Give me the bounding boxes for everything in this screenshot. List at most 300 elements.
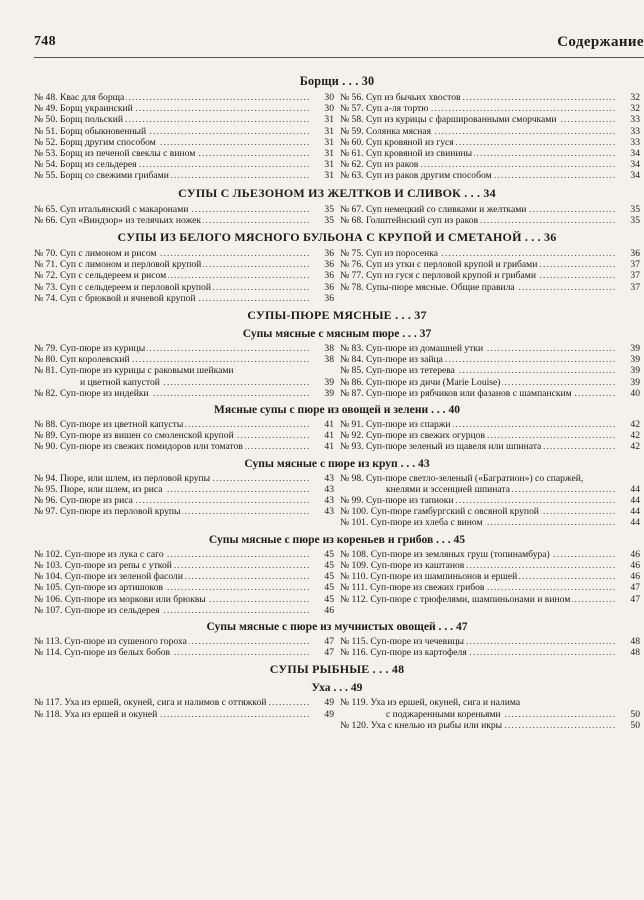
- toc-entry: [34, 506, 334, 517]
- toc-entry-page: 30: [324, 103, 334, 115]
- toc-columns: [34, 549, 640, 616]
- toc-entry-text: [34, 137, 310, 148]
- toc-entry-page: 39: [630, 376, 640, 388]
- toc-entry-title: № 82. Суп-пюре из индейки: [34, 387, 149, 399]
- toc-entry-page: 40: [630, 387, 640, 399]
- toc-entry-text: [34, 582, 310, 593]
- toc-section: [34, 533, 640, 616]
- toc-entry: [34, 697, 334, 708]
- toc-column-right: [340, 204, 640, 226]
- toc-entry-title: № 85. Суп-пюре из тетерева: [340, 365, 455, 377]
- toc-entry-page: 33: [630, 125, 640, 137]
- toc-entry-page: 45: [324, 571, 334, 583]
- toc-entry: [34, 137, 334, 148]
- toc-columns: [34, 636, 640, 658]
- toc-entry: [340, 170, 640, 181]
- toc-entry-page: 30: [324, 92, 334, 103]
- toc-entry: [340, 259, 640, 270]
- toc-entry-text: [340, 709, 616, 720]
- toc-entry-title: № 108. Суп-пюре из земляных груш (топинамбура): [340, 548, 550, 560]
- toc-entry-text: [34, 204, 310, 215]
- toc-entry-page: 39: [630, 365, 640, 377]
- toc-entry: [340, 282, 640, 293]
- toc-entry-page: 34: [630, 148, 640, 160]
- toc-entry-text: [34, 484, 310, 495]
- toc-entry-title: № 111. Суп-пюре из свежих грибов: [340, 582, 485, 594]
- toc-entry-title: № 77. Суп из гуся с перловой крупой и грибами: [340, 270, 536, 282]
- toc-entry-text: [34, 441, 310, 452]
- toc-entry-title: № 115. Суп-пюре из чечевицы: [340, 635, 464, 647]
- toc-column-right: [340, 343, 640, 399]
- toc-entry-title: № 92. Суп-пюре из свежих огурцов: [340, 430, 486, 442]
- toc-entry: [340, 114, 640, 125]
- toc-column-left: [34, 549, 334, 616]
- toc-entry: [34, 582, 334, 593]
- toc-entry-text: [34, 365, 310, 376]
- toc-entry-title: № 86. Суп-пюре из дичи (Marie Louise): [340, 376, 501, 388]
- toc-entry-page: 41: [324, 430, 334, 442]
- toc-entry-title: № 62. Суп из раков: [340, 159, 419, 171]
- toc-column-right: [340, 92, 640, 182]
- toc-entry-page: 46: [630, 571, 640, 583]
- toc-entry-page: 42: [630, 430, 640, 442]
- toc-section: [34, 457, 640, 529]
- toc-entry-page: 45: [324, 582, 334, 594]
- toc-entry-title: № 58. Суп из курицы с фаршированными сморчками: [340, 114, 557, 126]
- toc-entry-title: № 75. Суп из поросенка: [340, 248, 439, 260]
- toc-entry-title: № 100. Суп-пюре гамбургский с овсяной крупой: [340, 506, 539, 518]
- toc-entry: [34, 282, 334, 293]
- toc-column-right: [340, 248, 640, 304]
- toc-entry-text: [34, 709, 310, 720]
- toc-entry-continuation-text: и цветной капустой: [34, 377, 162, 388]
- toc-entry-text: [340, 270, 616, 281]
- toc-entry-text: [340, 259, 616, 270]
- toc-section: [34, 403, 640, 453]
- toc-entry-title: № 59. Солянка мясная: [340, 125, 432, 137]
- toc-entry-page: 39: [630, 343, 640, 355]
- toc-entry-page: 31: [324, 114, 334, 126]
- toc-entry-title: № 84. Суп-пюре из зайца: [340, 354, 443, 366]
- toc-entry: [34, 647, 334, 658]
- toc-entry-title: № 50. Борщ польский: [34, 114, 123, 126]
- subsection-heading: Мясные супы с пюре из овощей и зелени . . . 40: [213, 403, 461, 417]
- toc-entry-title: № 83. Суп-пюре из домашней утки: [340, 343, 484, 355]
- toc-entry: [340, 441, 640, 452]
- toc-entry-page: 46: [630, 559, 640, 571]
- toc-column-right: [340, 697, 640, 731]
- toc-entry: [34, 441, 334, 452]
- toc-entry-text: [34, 697, 310, 708]
- toc-entry-page: 36: [324, 270, 334, 282]
- toc-entry-title: № 97. Суп-пюре из перловой крупы: [34, 506, 181, 518]
- toc-entry-page: 36: [324, 248, 334, 260]
- page-header: [0, 26, 644, 56]
- toc-entry: [34, 473, 334, 484]
- toc-entry-page: 50: [630, 719, 640, 731]
- toc-column-right: [340, 473, 640, 529]
- toc-entry-page: 47: [630, 582, 640, 594]
- toc-entry-title: № 71. Суп с лимоном и перловой крупой: [34, 259, 202, 271]
- toc-entry-title: № 87. Суп-пюре из рябчиков или фазанов с шампанским: [340, 387, 572, 399]
- toc-entry-text: [340, 343, 616, 354]
- toc-entry-text: [340, 441, 616, 452]
- toc-entry-title: № 57. Суп а-ля тортю: [340, 103, 429, 115]
- toc-entry-title: № 96. Суп-пюре из риса: [34, 495, 133, 507]
- toc-entry: [34, 594, 334, 605]
- toc-entry-text: [340, 594, 616, 605]
- toc-entry: [340, 571, 640, 582]
- toc-entry-text: [34, 92, 310, 103]
- toc-entry-continuation: [34, 377, 334, 388]
- toc-entry-title: № 60. Суп кровяной из гуся: [340, 136, 454, 148]
- toc-entry: [34, 204, 334, 215]
- toc-entry: [34, 293, 334, 304]
- toc-entry-page: 38: [324, 343, 334, 355]
- toc-entry-title: № 93. Суп-пюре зеленый из щавеля или шпината: [340, 441, 542, 453]
- toc-entry-text: [340, 92, 616, 103]
- toc-entry-text: [340, 365, 616, 376]
- toc-entry-page: 43: [324, 483, 334, 495]
- toc-entry-text: [340, 282, 616, 293]
- toc-entry-text: [34, 103, 310, 114]
- toc-entry: [340, 473, 640, 484]
- toc-entry-text: [34, 388, 310, 399]
- section-heading: СУПЫ С ЛЬЕЗОНОМ ИЗ ЖЕЛТКОВ И СЛИВОК . . . 34: [178, 185, 496, 200]
- toc-entry-title: № 109. Суп-пюре из каштанов: [340, 559, 465, 571]
- section-heading: СУПЫ ИЗ БЕЛОГО МЯСНОГО БУЛЬОНА С КРУПОЙ И СМЕТАНОЙ . . . 36: [117, 230, 557, 245]
- toc-entry: [340, 103, 640, 114]
- toc-entry-text: [34, 270, 310, 281]
- toc-entry: [340, 636, 640, 647]
- toc-entry-text: [34, 343, 310, 354]
- toc-entry-page: 31: [324, 159, 334, 171]
- toc-entry-title: № 49. Борщ украинский: [34, 103, 133, 115]
- toc-entry: [34, 365, 334, 376]
- toc-entry-text: [340, 377, 616, 388]
- toc-entry-page: 43: [324, 506, 334, 518]
- toc-entry-title: № 55. Борщ со свежими грибами: [34, 170, 169, 182]
- toc-entry: [34, 419, 334, 430]
- toc-columns: [34, 92, 640, 182]
- toc-entry-page: 31: [324, 136, 334, 148]
- toc-entry: [34, 126, 334, 137]
- toc-column-right: [340, 419, 640, 453]
- toc-entry: [340, 419, 640, 430]
- toc-entry-title: № 94. Пюре, или шлем, из перловой крупы: [34, 472, 211, 484]
- toc-entry-text: [340, 720, 616, 731]
- toc-entry-text: [340, 148, 616, 159]
- toc-entry-page: 37: [630, 259, 640, 271]
- toc-entry-text: [34, 473, 310, 484]
- toc-entry-text: [340, 549, 616, 560]
- subsection-heading: Супы мясные с пюре из мучнистых овощей . . . 47: [206, 619, 468, 633]
- toc-entry-page: 31: [324, 125, 334, 137]
- toc-entry: [340, 126, 640, 137]
- toc-entry-title: № 79. Суп-пюре из курицы: [34, 343, 146, 355]
- subsection-heading: Супы мясные с пюре из круп . . . 43: [244, 456, 430, 470]
- running-head-title: Содержание: [557, 34, 644, 50]
- toc-entry-text: [34, 560, 310, 571]
- toc-entry-title: № 118. Уха из ершей и окуней: [34, 708, 158, 720]
- toc-entry: [34, 354, 334, 365]
- toc-entry-text: [340, 571, 616, 582]
- toc-entry: [340, 495, 640, 506]
- toc-entry-page: 45: [324, 548, 334, 560]
- toc-entry-title: № 88. Суп-пюре из цветной капусты: [34, 419, 184, 431]
- toc-column-right: [340, 636, 640, 658]
- header-rule: [34, 57, 644, 58]
- toc-entry-text: [340, 582, 616, 593]
- toc-entry-title: № 51. Борщ обыкновенный: [34, 125, 147, 137]
- toc-entry-page: 43: [324, 495, 334, 507]
- toc-entry-title: № 89. Суп-пюре из вишен со смоленской крупой: [34, 430, 234, 442]
- toc-entry-page: 36: [630, 248, 640, 260]
- toc-entry-page: 48: [630, 647, 640, 659]
- toc-entry-text: [34, 126, 310, 137]
- toc-entry-title: № 110. Суп-пюре из шампиньонов и ершей: [340, 571, 518, 583]
- toc-column-right: [340, 549, 640, 616]
- toc-entry-page: 39: [324, 376, 334, 388]
- toc-entry: [34, 103, 334, 114]
- toc-entry: [34, 605, 334, 616]
- toc-columns: [34, 697, 640, 731]
- toc-column-left: [34, 248, 334, 304]
- toc-column-left: [34, 343, 334, 399]
- toc-entry-continuation: [340, 709, 640, 720]
- toc-entry: [34, 560, 334, 571]
- toc-entry-page: 50: [630, 708, 640, 720]
- toc-entry-title: № 99. Суп-пюре из тапиоки: [340, 495, 454, 507]
- toc-entry: [34, 170, 334, 181]
- toc-entry: [34, 259, 334, 270]
- toc-entry-title: № 66. Суп «Виндзор» из телячьих ножек: [34, 214, 202, 226]
- toc-entry-continuation: [340, 484, 640, 495]
- toc-entry: [34, 571, 334, 582]
- toc-entry-continuation-text: кнелями и эссенцией шпината: [340, 484, 512, 495]
- toc-entry-text: [340, 517, 616, 528]
- toc-entry-text: [34, 282, 310, 293]
- toc-entry-text: [34, 215, 310, 226]
- toc-entry-text: [34, 594, 310, 605]
- subsection-heading: Уха . . . 49: [311, 681, 363, 695]
- toc-entry-text: [340, 354, 616, 365]
- toc-entry-title: № 68. Голштейнский суп из раков: [340, 214, 479, 226]
- toc-entry: [340, 365, 640, 376]
- toc-entry: [340, 430, 640, 441]
- toc-entry-page: 48: [630, 635, 640, 647]
- toc-column-left: [34, 636, 334, 658]
- toc-entry-page: 44: [630, 495, 640, 507]
- toc-columns: [34, 419, 640, 453]
- toc-entry-page: 32: [630, 92, 640, 103]
- toc-entry-title: № 117. Уха из ершей, окуней, сига и налимов с оттяжкой: [34, 697, 267, 709]
- toc-entry-title: № 103. Суп-пюре из репы с уткой: [34, 559, 172, 571]
- toc-entry-title: № 116. Суп-пюре из картофеля: [340, 647, 467, 659]
- toc-entry-text: [34, 354, 310, 365]
- toc-entry-text: [340, 636, 616, 647]
- toc-entry: [340, 582, 640, 593]
- toc-entry-text: [340, 697, 616, 708]
- toc-entry-text: [340, 215, 616, 226]
- toc-entry-title: № 91. Суп-пюре из спаржи: [340, 419, 451, 431]
- subsection-heading: Супы мясные с мясным пюре . . . 37: [242, 327, 432, 341]
- toc-entry-text: [34, 170, 310, 181]
- toc-entry-page: 35: [630, 214, 640, 226]
- toc-entry-page: 36: [324, 259, 334, 271]
- toc-entry: [34, 270, 334, 281]
- toc-column-left: [34, 204, 334, 226]
- toc-entry-page: 39: [324, 387, 334, 399]
- toc-entry-text: [34, 605, 310, 616]
- toc-entry-text: [340, 126, 616, 137]
- toc-entry-page: 37: [630, 281, 640, 293]
- toc-entry-page: 34: [630, 159, 640, 171]
- toc-entry-text: [34, 248, 310, 259]
- toc-entry: [34, 430, 334, 441]
- toc-entry-title: № 90. Суп-пюре из свежих помидоров или томатов: [34, 441, 243, 453]
- toc-entry-text: [34, 495, 310, 506]
- toc-section: [34, 186, 640, 226]
- toc-entry-title: № 114. Суп-пюре из белых бобов: [34, 647, 171, 659]
- section-heading: СУПЫ-ПЮРЕ МЯСНЫЕ . . . 37: [247, 308, 427, 323]
- toc-entry-text: [340, 103, 616, 114]
- toc-column-left: [34, 419, 334, 453]
- toc-entry: [34, 215, 334, 226]
- toc-entry-text: [340, 388, 616, 399]
- toc-entry-page: 44: [630, 506, 640, 518]
- toc-entry: [340, 159, 640, 170]
- toc-entry-title: № 76. Суп из утки с перловой крупой и грибами: [340, 259, 538, 271]
- toc-entry-text: [340, 560, 616, 571]
- toc-entry-text: [340, 137, 616, 148]
- toc-entry-page: 45: [324, 559, 334, 571]
- toc-entry: [340, 148, 640, 159]
- toc-entry-page: 34: [630, 170, 640, 182]
- toc-entry-page: 43: [324, 472, 334, 484]
- toc-entry-page: 44: [630, 483, 640, 495]
- toc-entry: [34, 114, 334, 125]
- toc-entry-text: [340, 495, 616, 506]
- toc-entry-page: 47: [324, 647, 334, 659]
- toc-section: [34, 308, 640, 399]
- toc-entry-page: 39: [630, 354, 640, 366]
- toc-entry-page: 36: [324, 292, 334, 304]
- section-heading: СУПЫ РЫБНЫЕ . . . 48: [269, 662, 405, 677]
- toc-columns: [34, 473, 640, 529]
- toc-entry-text: [340, 484, 616, 495]
- toc-entry: [340, 248, 640, 259]
- toc-entry-page: 31: [324, 170, 334, 182]
- toc-entry-text: [340, 647, 616, 658]
- toc-entry-title: № 52. Борщ другим способом: [34, 136, 156, 148]
- toc-entry-title: № 74. Суп с брюквой и ячневой крупой: [34, 292, 196, 304]
- section-heading: Борщи . . . 30: [299, 74, 375, 88]
- toc-entry: [34, 159, 334, 170]
- toc-entry-text: [34, 259, 310, 270]
- toc-columns: [34, 343, 640, 399]
- toc-entry-text: [34, 114, 310, 125]
- toc-entry-title: № 81. Суп-пюре из курицы с раковыми шейками: [34, 365, 234, 377]
- toc-entry: [34, 549, 334, 560]
- toc-entry-page: 32: [630, 103, 640, 115]
- toc-entry-title: № 70. Суп с лимоном и рисом: [34, 248, 157, 260]
- toc-entry: [34, 248, 334, 259]
- toc-entry-title: № 101. Суп-пюре из хлеба с вином: [340, 517, 483, 529]
- toc-entry-page: 36: [324, 281, 334, 293]
- toc-entry-title: № 95. Пюре, или шлем, из риса: [34, 483, 163, 495]
- toc-entry-title: № 80. Суп королевский: [34, 354, 130, 366]
- toc-entry: [34, 388, 334, 399]
- toc-entry: [340, 137, 640, 148]
- toc-column-left: [34, 92, 334, 182]
- toc-entry-text: [340, 114, 616, 125]
- toc-entry-page: 49: [324, 708, 334, 720]
- toc-entry-text: [340, 430, 616, 441]
- toc-entry: [340, 343, 640, 354]
- toc-entry: [34, 148, 334, 159]
- toc-column-left: [34, 473, 334, 529]
- toc-section: [34, 230, 640, 304]
- toc-entry: [340, 92, 640, 103]
- toc-entry-title: № 106. Суп-пюре из моркови или брюквы: [34, 593, 206, 605]
- toc-section: [34, 620, 640, 658]
- toc-entry-title: № 112. Суп-пюре с трюфелями, шампиньонами и вином: [340, 593, 571, 605]
- toc-entry: [340, 506, 640, 517]
- toc-entry: [34, 709, 334, 720]
- toc-entry: [340, 517, 640, 528]
- toc-entry-title: № 54. Борщ из сельдерея: [34, 159, 137, 171]
- toc-entry-text: [34, 647, 310, 658]
- toc-entry-title: № 104. Суп-пюре из зеленой фасоли: [34, 571, 183, 583]
- toc-entry-title: № 48. Квас для борща: [34, 92, 125, 103]
- toc-entry: [340, 560, 640, 571]
- toc-entry-text: [34, 549, 310, 560]
- toc-section: [34, 74, 640, 182]
- toc-entry-page: 49: [324, 697, 334, 709]
- toc-entry-title: № 61. Суп кровяной из свинины: [340, 148, 473, 160]
- toc-entry-title: № 105. Суп-пюре из артишоков: [34, 582, 164, 594]
- toc-entry-page: 33: [630, 136, 640, 148]
- toc-entry-title: № 63. Суп из раков другим способом: [340, 170, 492, 182]
- toc-entry-text: [340, 204, 616, 215]
- subsection-heading: Супы мясные с пюре из кореньев и грибов . . . 45: [208, 532, 466, 546]
- toc-entry-page: 41: [324, 441, 334, 453]
- toc-entry: [340, 204, 640, 215]
- toc-entry-text: [340, 419, 616, 430]
- toc-entry-text: [340, 506, 616, 517]
- toc-entry: [34, 484, 334, 495]
- toc-entry-title: № 113. Суп-пюре из сушеного гороха: [34, 635, 187, 647]
- toc-entry-continuation-text: с поджаренными кореньями: [340, 709, 503, 720]
- toc-entry: [340, 270, 640, 281]
- toc-entry-text: [34, 148, 310, 159]
- toc-columns: [34, 204, 640, 226]
- toc-columns: [34, 248, 640, 304]
- toc-entry-title: № 119. Уха из ершей, окуней, сига и налима: [340, 697, 521, 709]
- toc-entry: [34, 636, 334, 647]
- toc-entry-page: 47: [630, 593, 640, 605]
- toc-entry-text: [340, 248, 616, 259]
- toc-entry-title: № 120. Уха с кнелью из рыбы или икры: [340, 719, 503, 731]
- toc-entry: [340, 697, 640, 708]
- toc-entry-page: 45: [324, 593, 334, 605]
- toc-entry-title: № 107. Суп-пюре из сельдерея: [34, 604, 160, 616]
- toc-entry-page: 46: [630, 548, 640, 560]
- toc-column-left: [34, 697, 334, 731]
- toc-section: [34, 662, 640, 731]
- toc-entry-text: [34, 377, 310, 388]
